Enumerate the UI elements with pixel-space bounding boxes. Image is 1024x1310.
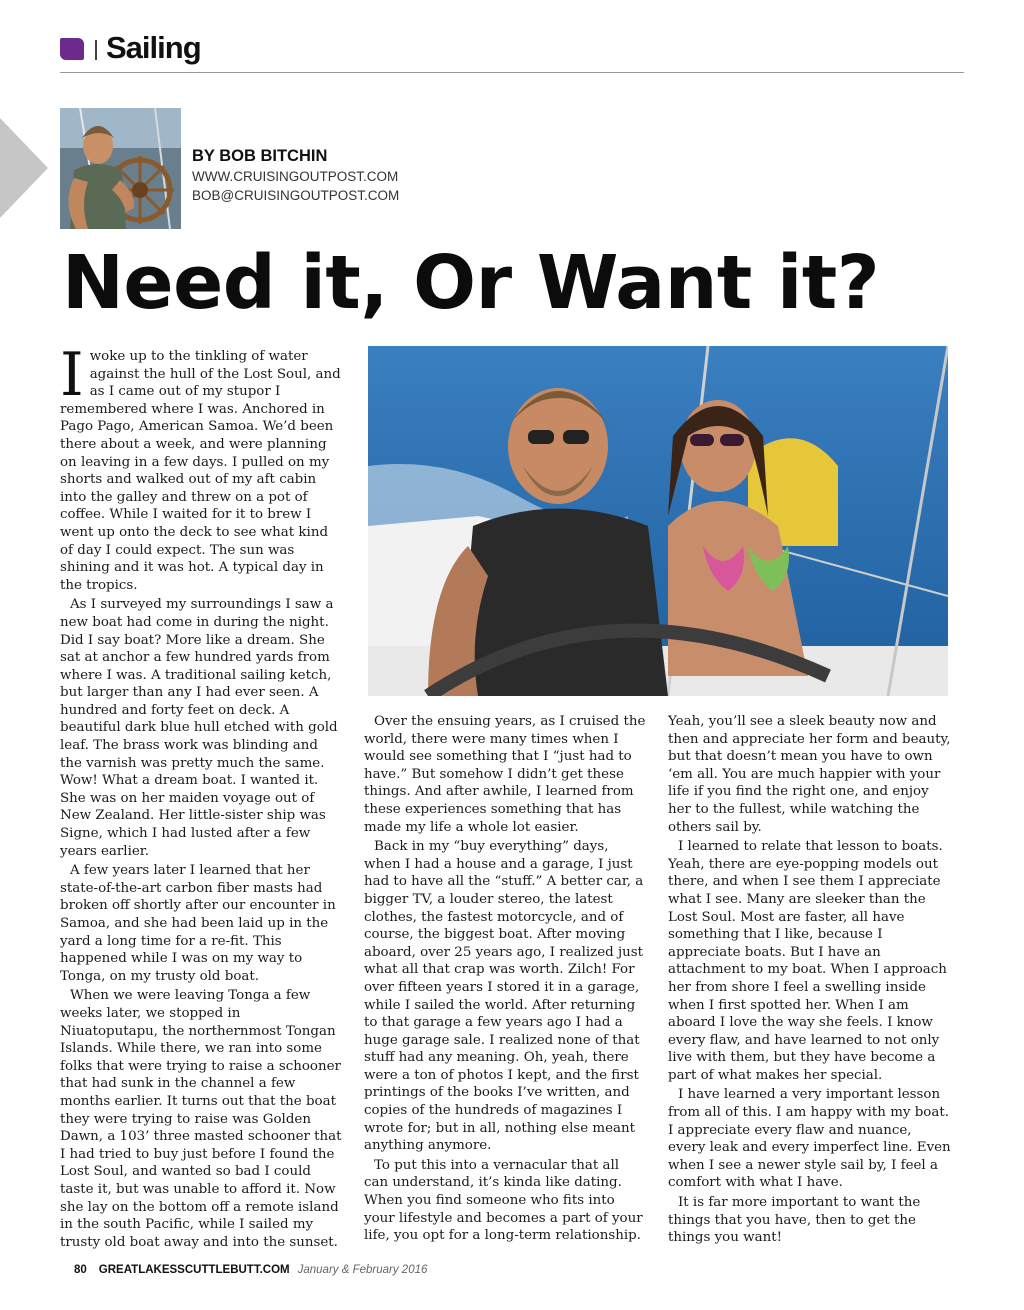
paragraph: A few years later I learned that her state-of-the-art carbon fiber masts had broken off shortly after our encounter in Samoa, and she had been laid up in the yard a long time for a re-fit. This happened while I was on my way to Tonga, on my trusty old boat.	[60, 863, 336, 984]
section-title: Sailing	[106, 30, 201, 65]
paragraph: Over the ensuing years, as I cruised the world, there were many times when I would see something that I “just had to have.” But somehow I didn’t get these things. And after awhile, I learned from these experiences something that has made my life a whole lot easier.	[364, 714, 646, 835]
section-marker	[60, 38, 84, 60]
paragraph: As I surveyed my surroundings I saw a new boat had come in during the night. Did I say boat? More like a dream. She sat at anchor a few hundred yards from where I was. A traditional sailing ketch, but larger than any I had ever seen. A hundred and forty feet on deck. A beautiful dark blue hull etched with gold leaf. The brass work was blinding and the varnish was pretty much the same. Wow! What a dream boat. I wanted it. She was on her maiden voyage out of New Zealand. Her little-sister ship was Signe, which I had lusted after a few years earlier.	[60, 597, 338, 859]
article-photo	[368, 346, 948, 696]
paragraph: It is far more important to want the things that you have, then to get the things you want!	[668, 1195, 921, 1246]
author-byline: BY BOB BITCHIN	[192, 147, 328, 165]
footer-issue: January & February 2016	[297, 1264, 428, 1276]
paragraph: To put this into a vernacular that all can understand, it’s kinda like dating. When you find someone who fits into your lifestyle and becomes a part of your life, you opt for a long-term relationship.	[364, 1157, 643, 1244]
drop-cap: I	[60, 340, 84, 410]
article-column-3	[668, 713, 951, 1249]
paragraph: Yeah, you’ll see a sleek beauty now and then and appreciate her form and beauty, but that doesn’t mean you have to own ‘em all. You are much happier with your life if you find the right one, and enjoy her to the fullest, while watching the others sail by.	[668, 714, 951, 835]
article-column-1	[60, 340, 342, 1253]
footer-site: GREATLAKESSCUTTLEBUTT.COM	[98, 1264, 290, 1276]
section-divider	[95, 40, 97, 60]
page-arrow-icon	[0, 118, 48, 218]
paragraph: I have learned a very important lesson from all of this. I am happy with my boat. I appreciate every flaw and nuance, every leak and every imperfect line. Even when I see a newer style sail by, I feel a comfort with what I have.	[668, 1087, 951, 1191]
header-rule	[60, 72, 964, 73]
page-number: 80	[74, 1264, 87, 1276]
paragraph: Iwoke up to the tinkling of water against the hull of the Lost Soul, and as I came out of my stupor I remembered where I was. Anchored in Pago Pago, American Samoa. We’d been there about a week, and were planning on leaving in a few days. I pulled on my shorts and walked out of my aft cabin into the galley and threw on a pot of coffee. While I waited for it to brew I went up onto the deck to see what kind of day I could expect. The sun was shining and it was hot. A typical day in the tropics.	[60, 340, 341, 593]
paragraph: When we were leaving Tonga a few weeks later, we stopped in Niuatoputapu, the northernmost Tongan Islands. While there, we ran into some folks that were trying to raise a schooner that had sunk in the channel a few months earlier. It turns out that the boat they were trying to raise was Golden Dawn, a 103’ three masted schooner that I had tried to buy just before I found the Lost Soul, and wanted so bad I could taste it, but was unable to afford it. Now she lay on the bottom off a remote island in the south Pacific, while I sailed my trusty old boat away and into the sunset.	[60, 988, 342, 1250]
article-column-2	[364, 713, 647, 1247]
page-footer	[74, 1264, 427, 1276]
author-photo	[60, 108, 181, 229]
author-email: BOB@CRUISINGOUTPOST.COM	[192, 188, 400, 203]
paragraph: I learned to relate that lesson to boats. Yeah, there are eye-popping models out there, and when I see them I appreciate what I see. Many are sleeker than the Lost Soul. Most are faster, all have something that I like, because I appreciate boats. But I have an attachment to my boat. When I approach her from shore I feel a swelling inside when I first spotted her. When I am aboard I love the way she feels. I know every flaw, and have learned to not only live with them, but they have become a part of what makes her special.	[668, 839, 947, 1083]
article-headline: Need it, Or Want it?	[62, 240, 880, 326]
paragraph: Back in my “buy everything” days, when I had a house and a garage, I just had to have all the “stuff.” A better car, a bigger TV, a louder stereo, the latest clothes, the fastest motorcycle, and of course, the biggest boat. After moving aboard, over 25 years ago, I realized just what all that crap was worth. Zilch! For over fifteen years I stored it in a garage, while I sailed the world. After returning to that garage a few years ago I had a huge garage sale. I realized none of that stuff had any meaning. Oh, yeah, there were a ton of photos I kept, and the first printings of the books I’ve written, and copies of the hundreds of magazines I wrote for; but in all, nothing else meant anything anymore.	[364, 839, 644, 1154]
author-website: WWW.CRUISINGOUTPOST.COM	[192, 169, 399, 184]
